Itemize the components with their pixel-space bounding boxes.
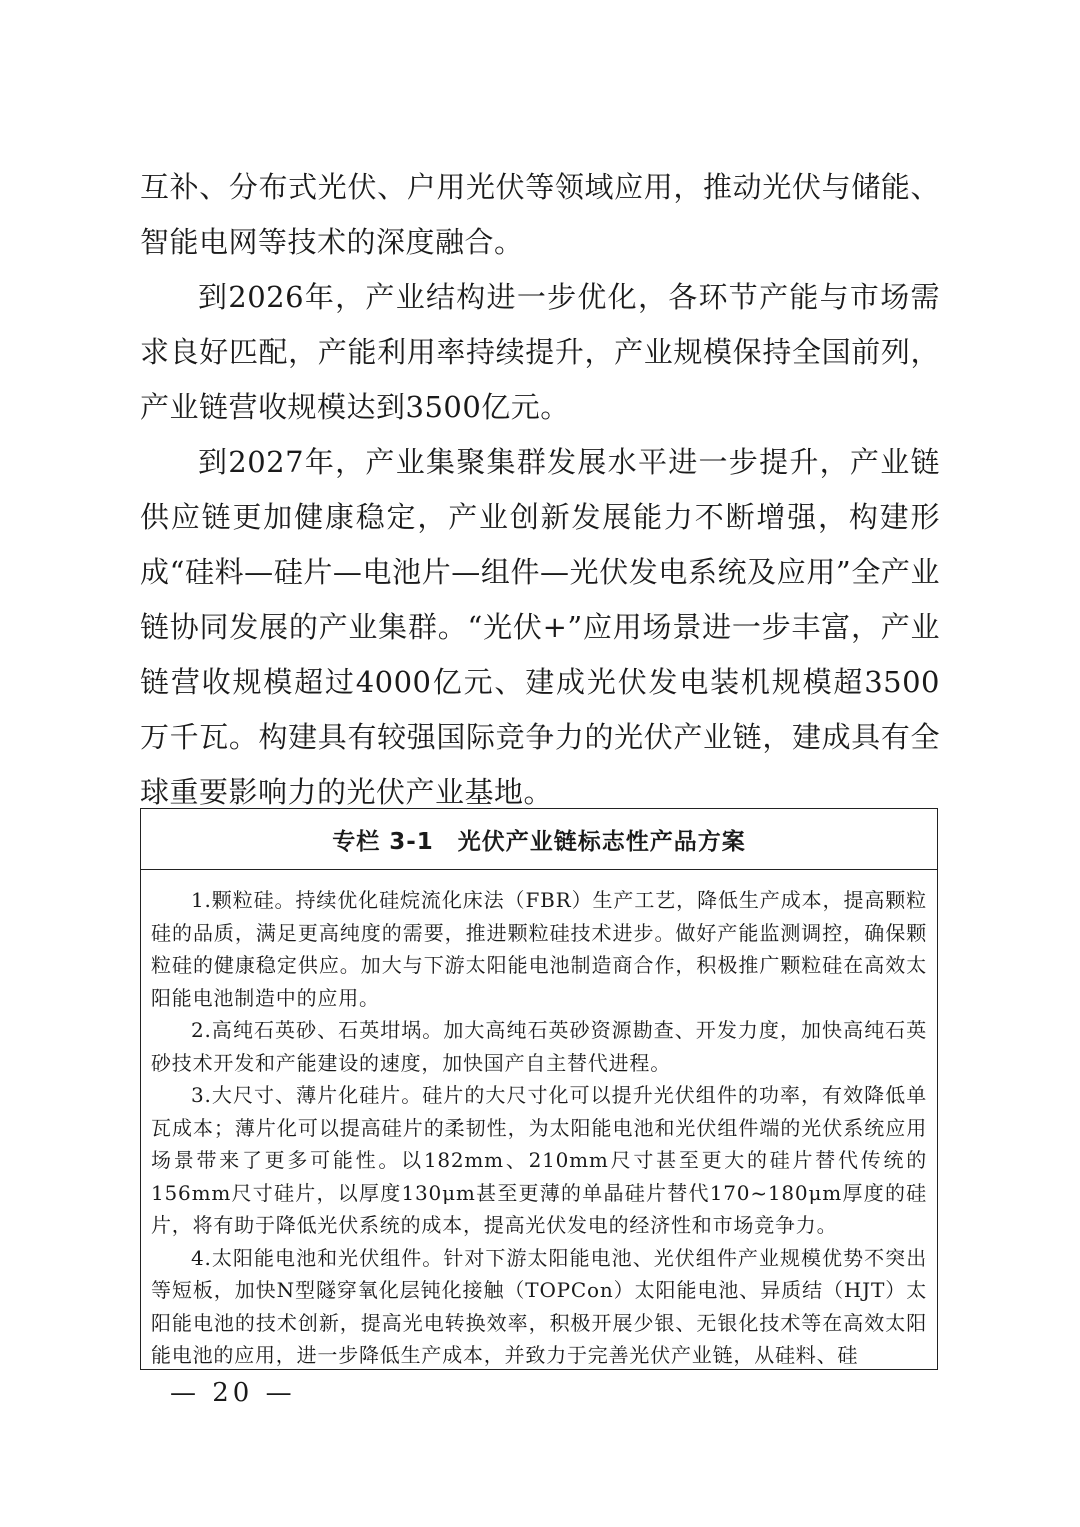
- box-item-cells-modules: 4.太阳能电池和光伏组件。针对下游太阳能电池、光伏组件产业规模优势不突出等短板，加快N型隧穿氧化层钝化接触（TOPCon）太阳能电池、异质结（HJT）太阳能电池的技术创新，提高光电转换效率，积极开展少银、无银化技术等在高效太阳能电池的应用，进一步降低生产成本，并致力于完善光伏产业链，从硅料、硅: [151, 1245, 927, 1367]
- column-box-body: [141, 870, 937, 1370]
- box-item-wafers: 3.大尺寸、薄片化硅片。硅片的大尺寸化可以提升光伏组件的功率，有效降低单瓦成本；薄片化可以提高硅片的柔韧性，为太阳能电池和光伏组件端的光伏系统应用场景带来了更多可能性。以182mm、210mm尺寸甚至更大的硅片替代传统的156mm尺寸硅片，以厚度130μm甚至更薄的单晶硅片替代170~180μm厚度的硅片，将有助于降低光伏系统的成本，提高光伏发电的经济性和市场竞争力。: [151, 1083, 927, 1237]
- column-box: [140, 808, 938, 1370]
- box-item-granular-silicon: 1.颗粒硅。持续优化硅烷流化床法（FBR）生产工艺，降低生产成本，提高颗粒硅的品质，满足更高纯度的需要，推进颗粒硅技术进步。做好产能监测调控，确保颗粒硅的健康稳定供应。加大与下游太阳能电池制造商合作，积极推广颗粒硅在高效太阳能电池制造中的应用。: [151, 888, 927, 1010]
- paragraph-2026-target: 到2026年，产业结构进一步优化，各环节产能与市场需求良好匹配，产能利用率持续提升，产业规模保持全国前列，产业链营收规模达到3500亿元。: [140, 280, 940, 424]
- page-number: — 20 —: [170, 1378, 296, 1408]
- column-box-title: 专栏 3-1 光伏产业链标志性产品方案: [141, 809, 937, 870]
- paragraph-continuation: 互补、分布式光伏、户用光伏等领域应用，推动光伏与储能、智能电网等技术的深度融合。: [140, 170, 940, 259]
- body-text: [140, 160, 940, 820]
- box-item-quartz-sand: 2.高纯石英砂、石英坩埚。加大高纯石英砂资源勘查、开发力度，加快高纯石英砂技术开发和产能建设的速度，加快国产自主替代进程。: [151, 1018, 927, 1075]
- paragraph-2027-target: 到2027年，产业集聚集群发展水平进一步提升，产业链供应链更加健康稳定，产业创新发展能力不断增强，构建形成“硅料—硅片—电池片—组件—光伏发电系统及应用”全产业链协同发展的产业集群。“光伏+”应用场景进一步丰富，产业链营收规模超过4000亿元、建成光伏发电装机规模超3500万千瓦。构建具有较强国际竞争力的光伏产业链，建成具有全球重要影响力的光伏产业基地。: [140, 445, 940, 809]
